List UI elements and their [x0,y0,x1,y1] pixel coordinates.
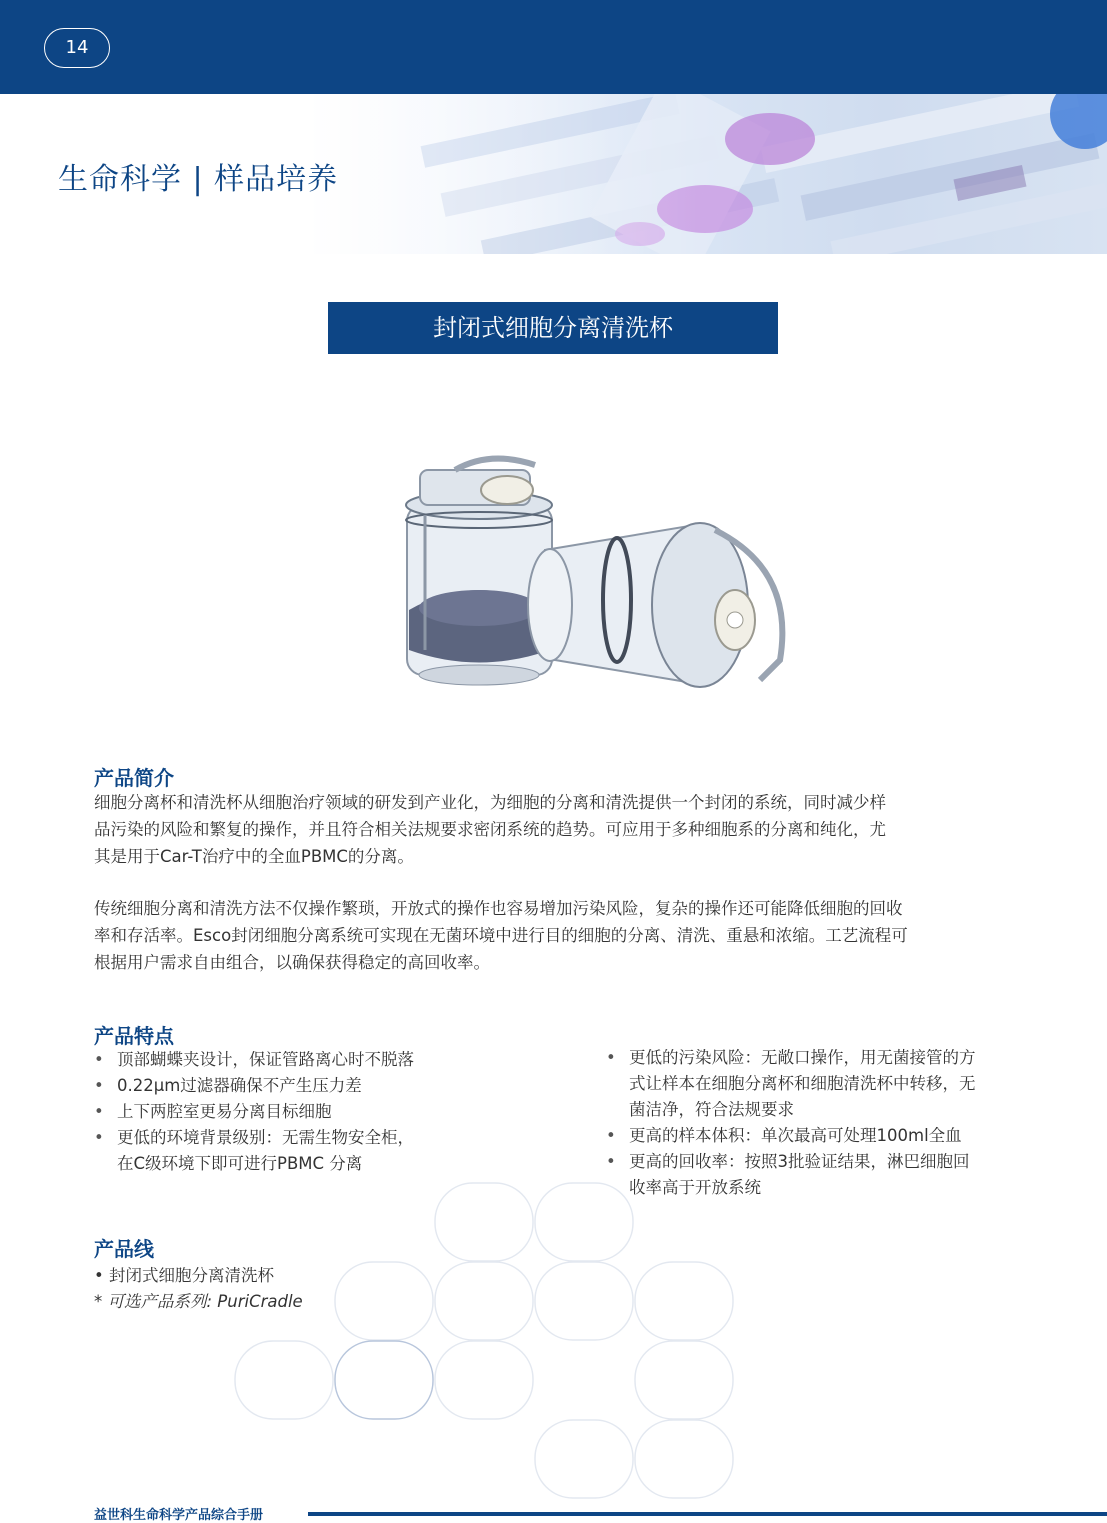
feature-item: • 上下两腔室更易分离目标细胞 [94,1099,514,1125]
intro-p1-line: 细胞分离杯和清洗杯从细胞治疗领域的研发到产业化，为细胞的分离和清洗提供一个封闭的系统，同时减少样 [94,793,886,812]
header-banner [0,94,1107,254]
intro-paragraph-1 [94,789,1024,870]
intro-paragraph-2 [94,895,1024,976]
intro-p2-line: 传统细胞分离和清洗方法不仅操作繁琐，开放式的操作也容易增加污染风险，复杂的操作还可能降低细胞的回收 [94,899,903,918]
intro-p1-line: 品污染的风险和繁复的操作，并且符合相关法规要求密闭系统的趋势。可应用于多种细胞系的分离和纯化，尤 [94,820,886,839]
decorative-hex-pattern [225,1175,745,1505]
product-line-item: • 封闭式细胞分离清洗杯 [94,1266,274,1285]
section-title: 封闭式细胞分离清洗杯 [328,302,778,354]
intro-p2-line: 根据用户需求自由组合，以确保获得稳定的高回收率。 [94,953,490,972]
intro-heading: 产品简介 [94,766,174,790]
intro-p1-line: 其是用于Car-T治疗中的全血PBMC的分离。 [94,847,414,866]
page-number-badge: 14 [44,28,110,68]
product-image [395,450,805,700]
feature-item: • 顶部蝴蝶夹设计，保证管路离心时不脱落 [94,1047,514,1073]
feature-item: • 更高的回收率：按照3批验证结果，淋巴细胞回 收率高于开放系统 [606,1149,1046,1201]
feature-item: • 更低的污染风险：无敞口操作，用无菌接管的方 式让样本在细胞分离杯和细胞清洗杯中转移，无 菌洁净，符合法规要求 [606,1045,1046,1123]
feature-item: • 0.22μm过滤器确保不产生压力差 [94,1073,514,1099]
footer-title: 益世科生命科学产品综合手册 [94,1508,264,1523]
feature-item: • 更高的样本体积：单次最高可处理100ml全血 [606,1123,1046,1149]
intro-p2-line: 率和存活率。Esco封闭细胞分离系统可实现在无菌环境中进行目的细胞的分离、清洗、重悬和浓缩。工艺流程可 [94,926,908,945]
features-heading: 产品特点 [94,1024,174,1048]
footer-divider [308,1512,1107,1516]
product-line-heading: 产品线 [94,1237,154,1261]
features-list-left [94,1047,514,1177]
feature-item: • 更低的环境背景级别：无需生物安全柜， 在C级环境下即可进行PBMC 分离 [94,1125,514,1177]
product-line-note: * 可选产品系列: PuriCradle [94,1292,303,1311]
category-title: 生命科学 | 样品培养 [58,162,339,197]
top-header-bar [0,0,1107,94]
